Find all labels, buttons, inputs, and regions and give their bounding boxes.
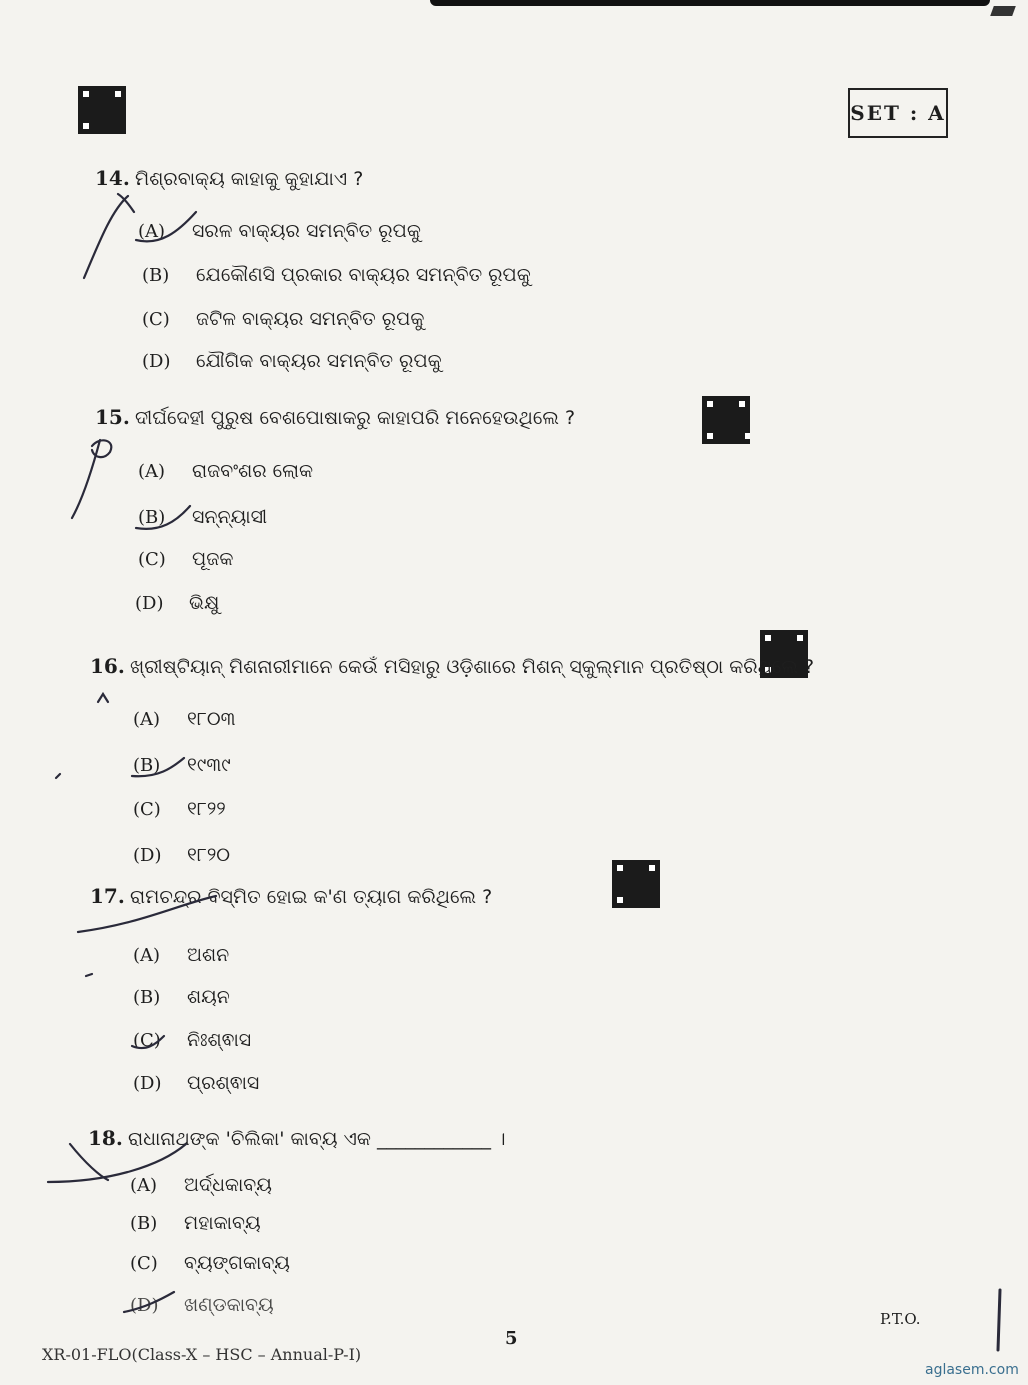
option-letter: (C) <box>138 549 166 570</box>
question-number: 15. <box>95 405 130 429</box>
option-b <box>133 986 230 1008</box>
option-letter: (D) <box>133 845 162 866</box>
option-a <box>138 460 313 482</box>
option-b <box>133 754 231 776</box>
option-b <box>130 1212 261 1234</box>
paper-code: XR-01-FLO(Class-X – HSC – Annual-P-I) <box>42 1345 362 1364</box>
option-letter: (C) <box>133 1030 161 1051</box>
option-c <box>133 798 226 820</box>
option-text: ମହାକାବ୍ୟ <box>184 1212 261 1234</box>
pen-tick-q15 <box>72 440 111 518</box>
set-label: SET : A <box>848 88 948 138</box>
option-text: ଯୌଗିକ ବାକ୍ୟର ସମନ୍ବିତ ରୂପକୁ <box>196 350 442 372</box>
option-c <box>138 548 233 570</box>
option-text: ସରଳ ବାକ୍ୟର ସମନ୍ବିତ ରୂପକୁ <box>192 220 421 242</box>
question-number: 18. <box>88 1126 123 1150</box>
option-letter: (A) <box>133 709 161 730</box>
option-text: ଜଟିଳ ବାକ୍ୟର ସମନ୍ବିତ ରୂପକୁ <box>196 308 425 330</box>
option-b <box>142 264 531 286</box>
option-d <box>135 592 219 614</box>
option-letter: (A) <box>138 461 166 482</box>
option-letter: (C) <box>133 799 161 820</box>
option-b <box>138 506 267 528</box>
option-text: ପ୍ରଶ୍ଵାସ <box>187 1072 260 1094</box>
question-text: ଦୀର୍ଘଦେହୀ ପୁରୁଷ ବେଶପୋଷାକରୁ କାହାପରି ମନେହେଉଥିଲେ ? <box>135 407 576 429</box>
pen-caret-q16 <box>98 694 108 702</box>
option-letter: (C) <box>130 1253 158 1274</box>
option-text: ଖଣ୍ଡକାବ୍ୟ <box>184 1294 274 1316</box>
option-text: ୧୮୨୨ <box>187 798 226 820</box>
option-letter: (B) <box>130 1213 158 1234</box>
question-text: ରାମଚନ୍ଦ୍ର ବିସ୍ମିତ ହୋଇ କ'ଣ ତ୍ୟାଗ କରିଥିଲେ ? <box>130 886 493 908</box>
option-a <box>138 220 421 242</box>
question-text: ରାଧାନାଥଙ୍କ 'ଚିଲିକା' କାବ୍ୟ ଏକ ____________ । <box>128 1128 506 1150</box>
question-stem <box>95 405 575 429</box>
option-text: ୧୮୨୦ <box>187 844 231 866</box>
margin-line <box>998 1290 1000 1350</box>
question-stem <box>88 1126 506 1150</box>
option-text: ପୂଜକ <box>192 548 234 570</box>
question-stem <box>90 884 492 908</box>
question-number: 17. <box>90 884 125 908</box>
question-stem <box>95 166 363 190</box>
option-letter: (A) <box>133 945 161 966</box>
question-text: ଖ୍ରୀଷ୍ଟିୟାନ୍ ମିଶନାରୀମାନେ କେଉଁ ମସିହାରୁ ଓଡ଼ିଶାରେ ମିଶନ୍ ସ୍କୁଲ୍‌ମାନ ପ୍ରତିଷ୍ଠା କରିଥିଲେ ? <box>130 656 815 678</box>
option-a <box>133 708 236 730</box>
option-a <box>130 1174 272 1196</box>
option-letter: (B) <box>138 507 166 528</box>
option-d <box>142 350 442 372</box>
pen-dash-q17 <box>86 974 92 976</box>
option-text: ଅର୍ଦ୍ଧକାବ୍ୟ <box>184 1174 272 1196</box>
option-c <box>130 1252 290 1274</box>
option-c <box>142 308 424 330</box>
question-stem <box>90 654 814 678</box>
option-letter: (D) <box>130 1295 159 1316</box>
qr-module <box>121 129 126 134</box>
scan-top-edge <box>430 0 990 6</box>
qr-module <box>745 439 750 444</box>
option-text: ସନ୍ନ୍ୟାସୀ <box>192 506 268 528</box>
option-c <box>133 1029 251 1051</box>
option-text: ୧୮୦୩ <box>187 708 236 730</box>
qr-module <box>655 903 660 908</box>
option-text: ରାଜବଂଶର ଲୋକ <box>192 460 314 482</box>
option-letter: (B) <box>133 987 161 1008</box>
option-d <box>133 1072 259 1094</box>
option-letter: (D) <box>142 351 171 372</box>
question-text: ମିଶ୍ରବାକ୍ୟ କାହାକୁ କୁହାଯାଏ ? <box>135 168 364 190</box>
option-letter: (D) <box>133 1073 162 1094</box>
option-text: ନିଃଶ୍ଵାସ <box>187 1029 252 1051</box>
option-d <box>130 1294 274 1316</box>
scan-corner-mark <box>990 6 1016 16</box>
question-number: 16. <box>90 654 125 678</box>
option-letter: (B) <box>133 755 161 776</box>
pen-tick-q14 <box>84 194 134 278</box>
watermark: aglasem.com <box>925 1362 1019 1378</box>
option-a <box>133 944 229 966</box>
option-letter: (A) <box>130 1175 158 1196</box>
option-text: ୧୯୩୯ <box>187 754 231 776</box>
question-number: 14. <box>95 166 130 190</box>
pen-dash-q16 <box>56 774 60 778</box>
qr-code-top-left <box>78 86 126 134</box>
page-number: 5 <box>505 1328 518 1349</box>
option-text: ଅଶନ <box>187 944 230 966</box>
option-text: ଯେକୌଣସି ପ୍ରକାର ବାକ୍ୟର ସମନ୍ବିତ ରୂପକୁ <box>196 264 531 286</box>
option-letter: (A) <box>138 221 166 242</box>
option-letter: (D) <box>135 593 164 614</box>
option-text: ଭିକ୍ଷୁ <box>189 592 220 614</box>
pto-label: P.T.O. <box>880 1310 921 1328</box>
option-d <box>133 844 230 866</box>
qr-code-q15 <box>702 396 750 444</box>
option-letter: (B) <box>142 265 170 286</box>
option-letter: (C) <box>142 309 170 330</box>
qr-code-q17 <box>612 860 660 908</box>
option-text: ବ୍ୟଙ୍ଗକାବ୍ୟ <box>184 1252 290 1274</box>
option-text: ଶୟନ <box>187 986 230 1008</box>
